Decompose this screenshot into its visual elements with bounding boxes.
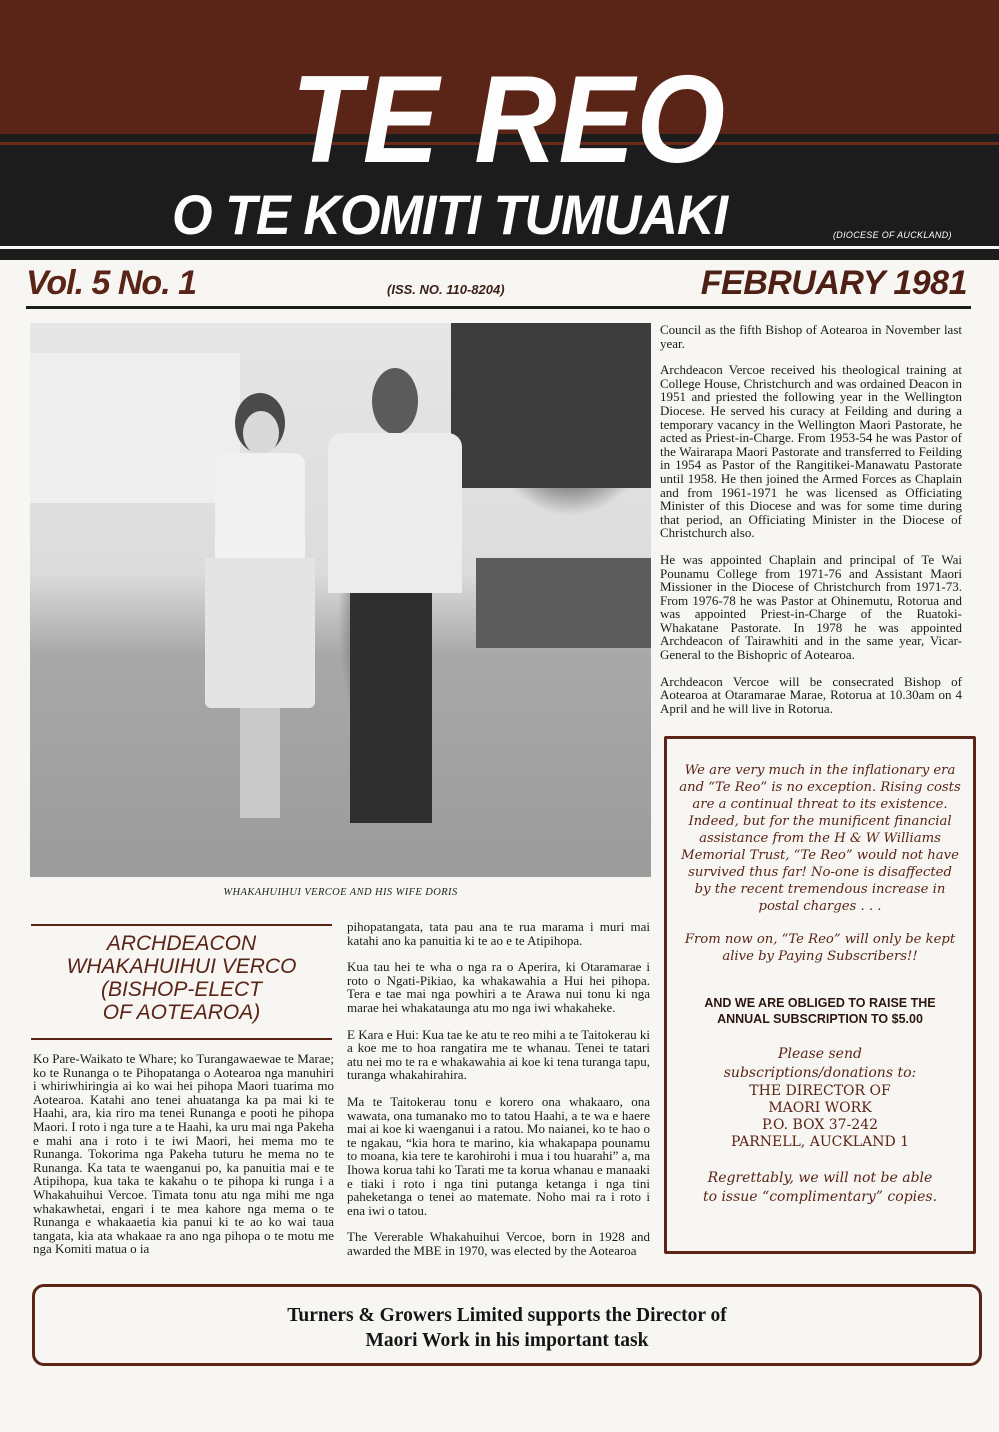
article-paragraph: Ma te Taitokerau tonu e korero ona whakaaro, ona wawata, ona tumanako mo to tatou Haahi, a te wa e haere mai ai koe ki waenganui i a ratou. Mo naianei, ko te hao o te ngakau, “kia hora te marino, kia whakapapa pounamu to moana, kia tere te karohirohi i mua i tou huarahi” a, ma Ihowa korua tahi ko Tarati me ta korua whanau e manaaki e tiaki i roto i nga tini putanga ketanga i nga tini paheketanga o tenei ao matemate. Noho mai ra i roto i ena iwi o tatou. xyxy=(347,1093,650,1218)
issue-date: FEBRUARY 1981 xyxy=(700,264,967,302)
article-paragraph: Ko Pare-Waikato te Whare; ko Turangawaewae te Marae; ko te Runanga o te Pihopatanga o Aotearoa nga manuhiri i whiriwhiringia ai ko wai hei pihopa Maori tuarima mo Aotearoa. Katahi ano tenei ahuatanga ka pa mai ki te Haahi, ara, kia riro ma tenei Runanga e pooti he pihopa Maori. I roto i nga ture a te Haahi, ka uru mai nga Pakeha e mahi ana i roto i te iwi Maori, hei mema mo te Runanga. Tokorima nga Pakeha tuturu he mema no te Runanga. Ka tata te waenganui po, ka panuitia mai e te Atipihopa, kua taka te kakahu o te pihopa ki runga i a Whakahuihui Vercoe. Timata tonu atu nga mihi me nga whakawhetai, engari i te mea kahore nga mema o te Runanga e whakaaetia kia panui ki te ao ko wai taua tangata, kia ata whakaae ra ano nga pihopa o te motu me nga Komiti matua o ia xyxy=(33,1051,334,1257)
headline-line: WHAKAHUIHUI VERCO xyxy=(66,955,297,978)
sponsor-line: Turners & Growers Limited supports the Director of xyxy=(287,1305,727,1326)
article-paragraph: The Vererable Whakahuihui Vercoe, born in 1928 and awarded the MBE in 1970, was elected by the Aotearoa xyxy=(347,1229,650,1258)
notice-regret-line: Regrettably, we will not be able xyxy=(707,1170,933,1186)
article-paragraph: Council as the fifth Bishop of Aotearoa in November last year. xyxy=(660,322,962,351)
article-paragraph: He was appointed Chaplain and principal of Te Wai Pounamu College from 1971-76 and Assistant Maori Missioner in the Diocese of Christchurch from 1971-73. From 1976-78 he was Pastor at Ohinemutu, Rotorua and was appointed Priest-in-Charge of the Ruatoki-Whakatane Pastorate. In 1978 he was appointed Archdeacon of Tairawhiti and in the same year, Vicar-General to the Bishopric of Aotearoa. xyxy=(660,551,962,663)
issue-info-line xyxy=(0,262,999,308)
headline-line: (BISHOP-ELECT xyxy=(100,978,263,1001)
address-line: P.O. BOX 37-242 xyxy=(761,1117,879,1133)
article-paragraph: Archdeacon Vercoe will be consecrated Bishop of Aotearoa at Otaramarae Marae, Rotorua at 10.30am on 4 April and he will live in Rotorua. xyxy=(660,673,962,716)
address-line: PARNELL, AUCKLAND 1 xyxy=(730,1134,910,1150)
notice-bold-line: AND WE ARE OBLIGED TO RAISE THE xyxy=(704,996,936,1010)
masthead-subtitle: O TE KOMITI TUMUAKI xyxy=(172,183,728,246)
photo-caption: WHAKAHUIHUI VERCOE AND HIS WIFE DORIS xyxy=(223,887,458,898)
photo-trees xyxy=(451,323,651,488)
couple-photo xyxy=(30,323,651,877)
notice-bold-line: ANNUAL SUBSCRIPTION TO $5.00 xyxy=(717,1012,923,1026)
address-line: THE DIRECTOR OF xyxy=(749,1083,891,1099)
article-paragraph: Archdeacon Vercoe received his theological training at College House, Christchurch and was ordained Deacon in 1951 and priested the following year in the Wellington Diocese. He served his curacy at Feilding and during a temporary vacancy in the Wellington Maori Pastorate, he acted as Priest-in-Charge. From 1953-54 he was Pastor of the Wairarapa Maori Pastorate and transferred to Feilding in 1954 as Pastor of the Rangitikei-Manawatu Pastorate until 1958. He then joined the Armed Forces as Chaplain and from 1961-1971 he was licensed as Officiating Minister of this Diocese and was for some time during that period, an Officiating Minister in the Diocese of Christchurch also. xyxy=(660,362,962,541)
notice-regret-line: to issue “complimentary” copies. xyxy=(702,1189,938,1205)
subscription-notice-box xyxy=(664,736,976,1254)
sponsor-line: Maori Work in his important task xyxy=(365,1330,649,1351)
notice-subscription-raise xyxy=(667,965,973,1027)
notice-postal-address xyxy=(667,1083,973,1151)
issn-number: (ISS. NO. 110-8204) xyxy=(387,282,505,297)
headline-rule-bottom xyxy=(31,1038,332,1040)
article-paragraph: pihopatangata, tata pau ana te rua marama i muri mai katahi ano ka panuitia ki te ao e te Atipihopa. xyxy=(347,919,650,948)
notice-paragraph-inflation: We are very much in the inflationary era and “Te Reo” is no exception. Rising costs are a continual threat to its existence. Indeed, but for the munificent financial assistance from the H & W Williams Memorial Trust, “Te Reo” would not have survived thus far! No-one is disaffected by the recent tremendous increase in postal charges . . . xyxy=(679,763,961,914)
photo-man-figure xyxy=(320,368,470,828)
masthead-bottom-rule xyxy=(0,249,999,260)
article-right-column xyxy=(660,323,962,728)
article-left-column xyxy=(33,1052,334,1269)
article-paragraph: E Kara e Hui: Kua tae ke atu te reo mihi a te Taitokerau ki a koe me to hoa rangatira me te whanau. Tenei te tatari atu nei mo te ra e whakawahia ai koe ki tena turanga tapu, turanga whakahirahira. xyxy=(347,1026,650,1083)
address-line: MAORI WORK xyxy=(768,1100,872,1116)
headline-line: ARCHDEACON xyxy=(106,932,257,955)
headline-line: OF AOTEAROA) xyxy=(102,1001,261,1024)
notice-send-instructions xyxy=(667,1027,973,1083)
headline-rule-top xyxy=(31,924,332,926)
diocese-label: (DIOCESE OF AUCKLAND) xyxy=(833,230,952,240)
article-middle-column xyxy=(347,920,650,1270)
article-headline xyxy=(31,932,332,1024)
sponsor-banner xyxy=(32,1284,982,1366)
notice-send-line: Please send xyxy=(778,1046,862,1062)
photo-woman-figure xyxy=(205,393,315,823)
volume-number: Vol. 5 No. 1 xyxy=(26,264,197,302)
notice-paragraph-subscribers: From now on, “Te Reo” will only be kept alive by Paying Subscribers!! xyxy=(684,932,956,964)
notice-complimentary-copies xyxy=(667,1151,973,1207)
notice-send-line: subscriptions/donations to: xyxy=(723,1065,917,1081)
article-paragraph: Kua tau hei te wha o nga ra o Aperira, ki Otaramarae i roto o Ngati-Pikiao, ka whakawahia a Hui hei pihopa. Tera e tae mai nga powhiri a te Arawa nui tonu ki nga marae hei whakataunga atu mo nga iwi whakaheke. xyxy=(347,959,650,1015)
header-rule xyxy=(26,306,971,309)
masthead-title: TE REO xyxy=(291,51,727,189)
photo-pool xyxy=(476,558,651,648)
